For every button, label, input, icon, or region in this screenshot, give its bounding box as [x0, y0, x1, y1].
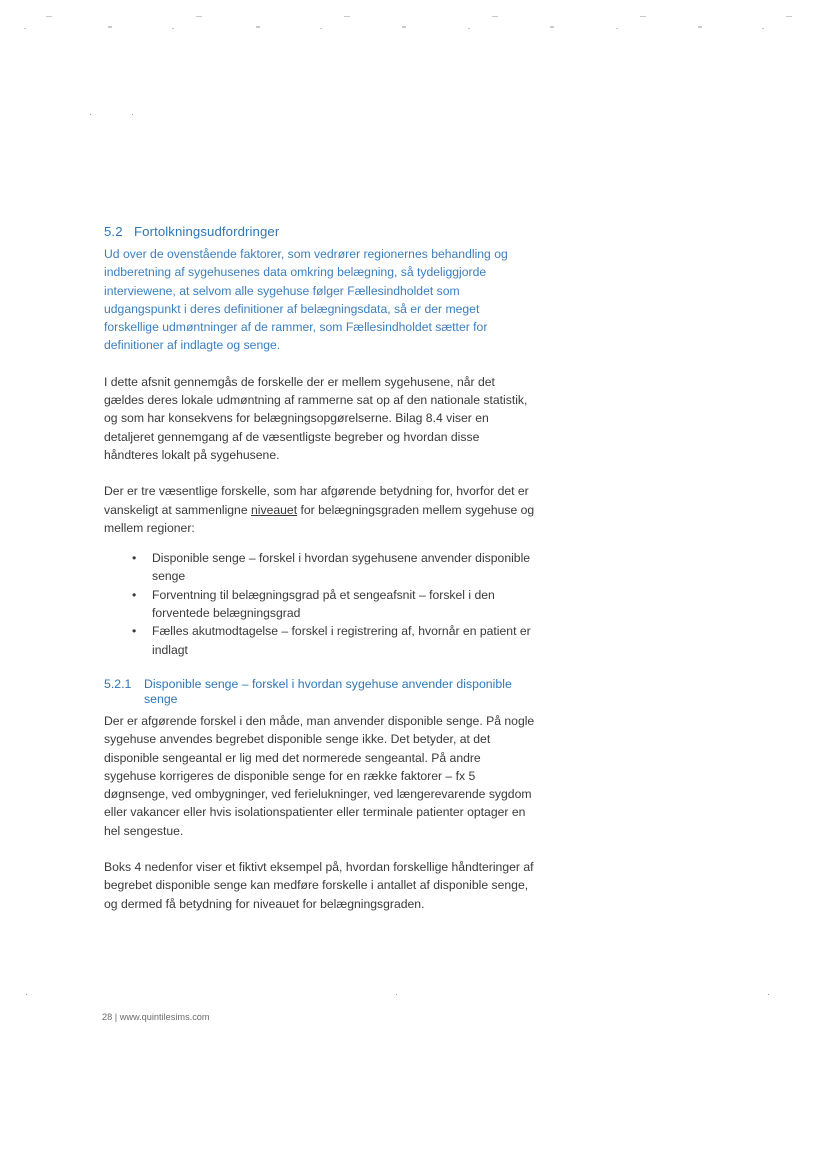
- body-paragraph: I dette afsnit gennemgås de forskelle der er mellem sygehusene, når det gældes deres lokale udmøntning af rammerne sat op af den nationale statistik, og som har konsekvens for belægningsopgørelserne. Bilag 8.4 viser en detaljeret gennemgang af de væsentligste begreber og hvordan disse håndteres lokalt på sygehusene.: [104, 374, 528, 462]
- scan-artifacts: [0, 10, 828, 34]
- scan-dot: [90, 114, 91, 115]
- section-title: Fortolkningsudfordringer: [134, 224, 280, 239]
- body-paragraph: Der er tre væsentlige forskelle, som har afgørende betydning for, hvorfor det er vanskeligt at sammenligne niveauet for belægningsgraden mellem sygehuse og mellem regioner:: [104, 484, 535, 535]
- bullet-icon: •: [132, 551, 137, 566]
- list-item: • Fælles akutmodtagelse – forskel i registrering af, hvornår en patient er indlagt: [132, 624, 531, 657]
- body-paragraph: Boks 4 nedenfor viser et fiktivt eksempel på, hvordan forskellige håndteringer af begrebet disponible senge kan medføre forskelle i antallet af disponible senge, og dermed få betydning for niveauet for belægningsgraden.: [104, 860, 534, 911]
- subsection-title: Disponible senge – forskel i hvordan sygehuse anvender disponible senge: [144, 676, 512, 707]
- scan-dot: [396, 994, 397, 995]
- section-heading: [104, 224, 536, 239]
- page-footer: 28 | www.quintilesims.com: [102, 1012, 210, 1022]
- intro-paragraph: Ud over de ovenstående faktorer, som vedrører regionernes behandling og indberetning af sygehusenes data omkring belægning, så tydeliggjorde interviewene, at selvom alle sygehuse følger Fællesindholdet som udgangspunkt i deres definitioner af belægningsdata, så er der meget forskellige udmøntninger af de rammer, som Fællesindholdet sætter for definitioner af indlagte og senge.: [104, 247, 508, 353]
- scan-dot: [26, 994, 27, 995]
- main-content: [104, 224, 536, 913]
- subsection-number: 5.2.1: [104, 676, 132, 691]
- scan-dot: [132, 114, 133, 115]
- section-number: 5.2: [104, 224, 123, 239]
- bullet-list: [104, 549, 536, 659]
- scan-dot: [768, 994, 769, 995]
- bullet-icon: •: [132, 587, 137, 602]
- bullet-icon: •: [132, 624, 137, 639]
- list-item: • Forventning til belægningsgrad på et sengeafsnit – forskel i den forventede belægningsgrad: [132, 587, 495, 621]
- body-paragraph: Der er afgørende forskel i den måde, man anvender disponible senge. På nogle sygehuse anvendes begrebet disponible senge ikke. Det betyder, at det disponible sengeantal er lig med det normerede sengeantal. På andre sygehuse korrigeres de disponible senge for en række faktorer – fx 5 døgnsenge, ved ombygninger, ved ferielukninger, ved længerevarende sygdom eller vakancer eller hvis isolationspatienter eller terminale patienter optager en hel sengestue.: [104, 713, 535, 838]
- underlined-term: niveauet: [251, 502, 298, 517]
- list-item: • Disponible senge – forskel i hvordan sygehusene anvender disponible senge: [132, 551, 531, 584]
- subsection-heading: [104, 677, 536, 708]
